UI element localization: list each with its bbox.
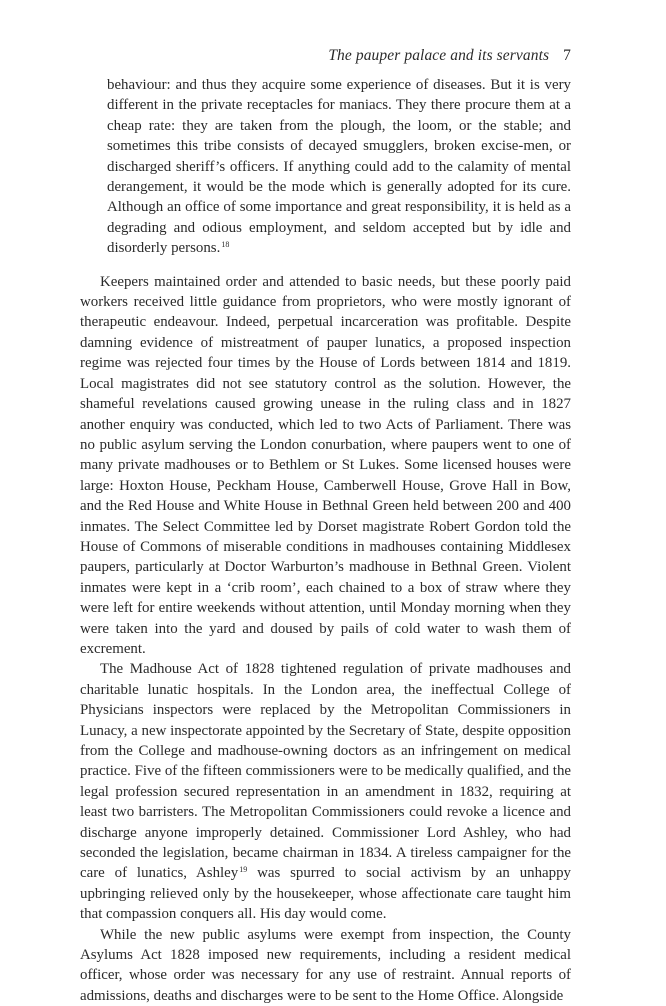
running-title: The pauper palace and its servants	[328, 47, 550, 64]
footnote-ref-19: 19	[239, 865, 248, 875]
paragraph-madhouse-act-text-2: was spurred to social activism by an unhappy upbringing relieved only by the housekeeper, whose affectionate care taught him that compassion conquers all. His day would come.	[80, 865, 572, 923]
page-number: 7	[563, 47, 571, 64]
quote-paragraph	[107, 75, 571, 259]
paragraph-county-asylums: While the new public asylums were exempt from inspection, the County Asylums Act 1828 imposed new requirements, including a resident medical officer, whose order was necessary for any use of restraint. Annual reports of admissions, deaths and discharges were to be sent to the Home Office. Alongside	[80, 926, 571, 1004]
paragraph-madhouse-act-text-1: The Madhouse Act of 1828 tightened regulation of private madhouses and charitable lunatic hospitals. In the London area, the ineffectual College of Physicians inspectors were replaced by the Metropolitan Commissioners in Lunacy, a new inspectorate appointed by the Secretary of State, despite opposition from the College and madhouse-owning doctors as an infringement on medical practice. Five of the fifteen commissioners were to be medically qualified, and the legal profession secured representation in an amendment in 1832, requiring at least two barristers. The Metropolitan Commissioners could revoke a licence and discharge anyone improperly detained. Commissioner Lord Ashley, who had seconded the legislation, became chairman in 1834. A tireless campaigner for the care of lunatics, Ashley	[80, 661, 571, 882]
footnote-ref-18: 18	[221, 240, 230, 250]
paragraph-keepers: Keepers maintained order and attended to basic needs, but these poorly paid workers received little guidance from proprietors, who were mostly ignorant of therapeutic endeavour. Indeed, perpetual incarceration was profitable. Despite damning evidence of mistreatment of pauper lunatics, a proposed inspection regime was rejected four times by the House of Lords between 1814 and 1819. Local magistrates did not see statutory control as the solution. However, the shameful revelations caused growing unease in the ruling class and in 1827 another enquiry was conducted, which led to two Acts of Parliament. There was no public asylum serving the London conurbation, where paupers went to one of many private madhouses or to Bethlem or St Lukes. Some licensed houses were large: Hoxton House, Peckham House, Camberwell House, Grove Hall in Bow, and the Red House and White House in Bethnal Green held between 200 and 400 inmates. The Select Committee led by Dorset magistrate Robert Gordon told the House of Commons of miserable conditions in madhouses containing Middlesex paupers, particularly at Doctor Warburton’s madhouse in Bethnal Green. Violent inmates were kept in a ‘crib room’, each chained to a box of straw where they were left for entire weekends without attention, until Monday morning when they were taken into the yard and doused by pails of cold water to wash them of excrement.	[80, 273, 571, 657]
running-head	[328, 47, 571, 65]
body-text	[80, 75, 571, 1006]
paragraph-madhouse-act	[80, 659, 571, 924]
quote-text: behaviour: and thus they acquire some experience of diseases. But it is very different in the private receptacles for maniacs. They there procure them at a cheap rate: they are taken from the plough, the loom, or the stable; and sometimes this tribe consists of decayed smugglers, broken excise-men, or discharged sheriff’s officers. If anything could add to the calamity of mental derangement, it would be the mode which is generally adopted for its cure. Although an office of some importance and great responsibility, it is held as a degrading and odious employment, and seldom accepted but by idle and disorderly persons.	[107, 77, 571, 257]
block-quote	[107, 75, 571, 259]
